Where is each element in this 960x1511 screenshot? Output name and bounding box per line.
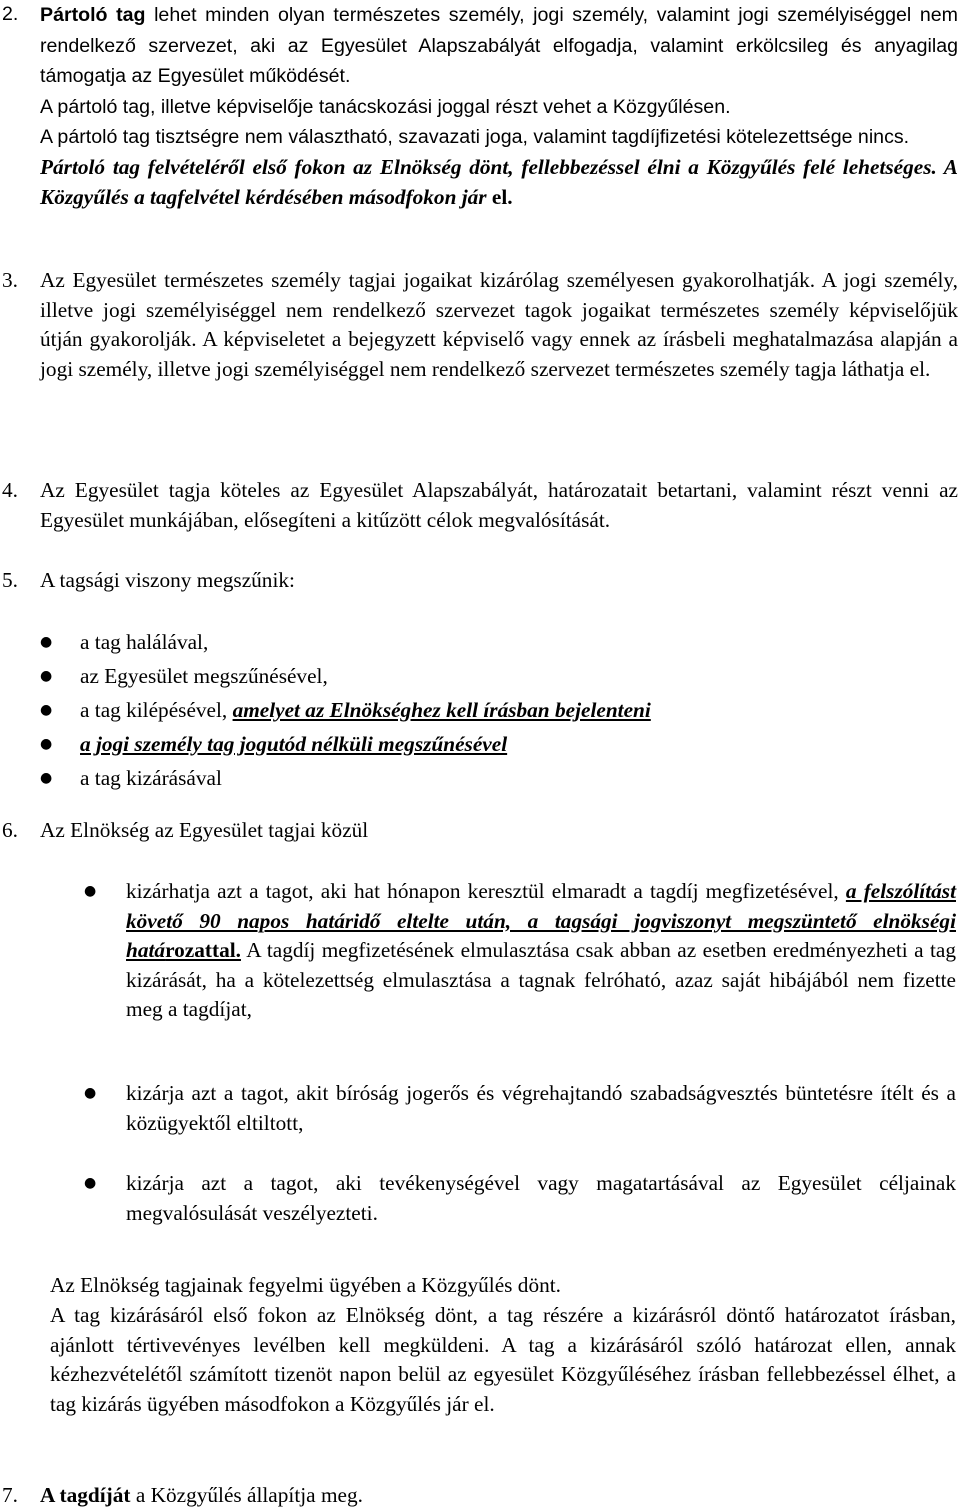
list-item-text: az Egyesület megszűnésével, [80,664,328,688]
list-item [40,661,920,695]
bullet-icon: ● [84,883,97,899]
section-3-body: Az Egyesület természetes személy tagjai jogaikat kizárólag személyesen gyakorolhatják. A jogi személy, illetve jogi személyiséggel nem rendelkező szervezet tagok jogaikat természetes személy képviselőjük útján gyakorolják. A képviseletet a bejegyzett képviselő vagy ennek az írásbeli meghatalmazása alapján a jogi személy, illetve jogi személyiséggel nem rendelkező szervezet természetes személy tagja láthatja el. [40,268,958,381]
bullet-icon: ● [40,634,53,650]
section-7-text: a Közgyűlés állapítja meg. [130,1483,363,1507]
section-7-body [40,1481,958,1511]
list-item [84,877,956,1079]
section-2-text-2: A pártoló tag, illetve képviselője tanácskozási joggal részt vehet a Közgyűlésen. [40,95,731,118]
section-7 [2,1481,958,1511]
list-item [40,763,920,797]
list-item [40,627,920,661]
section-number: 3. [2,268,18,292]
bullet-icon: ● [40,770,53,786]
list-item-emphasis: a jogi személy tag jogutód nélküli megszűnésével [80,732,508,756]
bullet-icon: ● [40,668,53,684]
paragraph-disciplinary: Az Elnökség tagjainak fegyelmi ügyében a Közgyűlés dönt. [50,1273,561,1297]
list-item-emphasis: a felszólítást követő 90 napos határidő eltelte után, a tagsági jogviszonyt megszüntető elnökségi hatá [126,879,956,963]
section-2-text-4-end: el. [486,184,513,209]
list-item-text: kizárja azt a tagot, aki tevékenységével vagy magatartásával az Egyesület céljainak megvalósulását veszélyezteti. [126,1171,956,1225]
list-item-emphasis-end: rozattal. [165,938,241,963]
list-item-text: a tag kizárásával [80,766,222,790]
section-5 [2,566,958,596]
termination-list [40,627,920,797]
bullet-icon: ● [40,702,53,718]
section-number: 4. [2,478,18,502]
list-item-text: a tag kilépésével, [80,698,233,722]
section-6 [2,816,958,846]
bullet-icon: ● [40,736,53,752]
section-number: 2. [2,3,19,25]
list-item-text: kizárja azt a tagot, akit bíróság jogerős és végrehajtandó szabadságvesztés büntetésre ítélt és a közügyektől eltiltott, [126,1081,956,1135]
bullet-icon: ● [84,1175,97,1191]
list-item-emphasis: amelyet az Elnökséghez kell írásban bejelenteni [232,698,651,722]
section-2-text-4-emphasis: Pártoló tag felvételéről első fokon az Elnökség dönt, fellebbezéssel élni a Közgyűlés felé lehetséges. A Közgyűlés a tagfelvétel kérdésében másodfokon jár [40,154,958,209]
section-2-text-1: lehet minden olyan természetes személy, jogi személy, valamint jogi személyiséggel nem rendelkező szervezet, aki az Egyesület Alapszabályát elfogadja, valamint erkölcsileg és anyagilag támogatja az Egyesület működését. [40,4,958,88]
section-2-body [40,0,958,212]
list-item [84,1079,956,1169]
list-item-text-2: A tagdíj megfizetésének elmulasztása csak abban az esetben eredményezheti a tag kizárását, ha a kötelezettség elmulasztása a tagnak felróható, azaz saját hibájából nem fizette meg a tagdíjat, [126,938,956,1022]
section-6-title: Az Elnökség az Egyesület tagjai közül [40,818,369,842]
list-item-text: kizárhatja azt a tagot, aki hat hónapon keresztül elmaradt a tagdíj megfizetésével, [126,879,846,903]
list-item [40,695,920,729]
term-partolo-tag: Pártoló tag [40,4,146,26]
section-4 [2,476,958,535]
section-2-text-3: A pártoló tag tisztségre nem választható, szavazati joga, valamint tagdíjfizetési kötelezettsége nincs. [40,126,910,149]
list-item-text: a tag halálával, [80,630,209,654]
section-number: 7. [2,1483,18,1507]
term-tagdij: A tagdíját [40,1483,131,1507]
exclusion-list [84,877,956,1259]
list-item [40,729,920,763]
section-2 [2,0,958,212]
list-item [84,1169,956,1259]
section-3 [2,266,958,384]
section-number: 6. [2,818,18,842]
section-number: 5. [2,568,18,592]
section-5-title: A tagsági viszony megszűnik: [40,568,295,592]
section-4-body: Az Egyesület tagja köteles az Egyesület Alapszabályát, határozatait betartani, valamint részt venni az Egyesület munkájában, elősegíteni a kitűzött célok megvalósítását. [40,478,958,532]
paragraph-exclusion-procedure: A tag kizárásáról első fokon az Elnökség dönt, a tag részére a kizárásról döntő határozatot írásban, ajánlott tértivevényes levélben kell megküldeni. A tag a kizárásáról szóló határozat ellen, annak kézhezvételétől számított tizenöt napon belül az egyesület Közgyűléséhez írásban fellebbezéssel élhet, a tag kizárás ügyében másodfokon a Közgyűlés jár el. [50,1303,956,1416]
bullet-icon: ● [84,1085,97,1101]
